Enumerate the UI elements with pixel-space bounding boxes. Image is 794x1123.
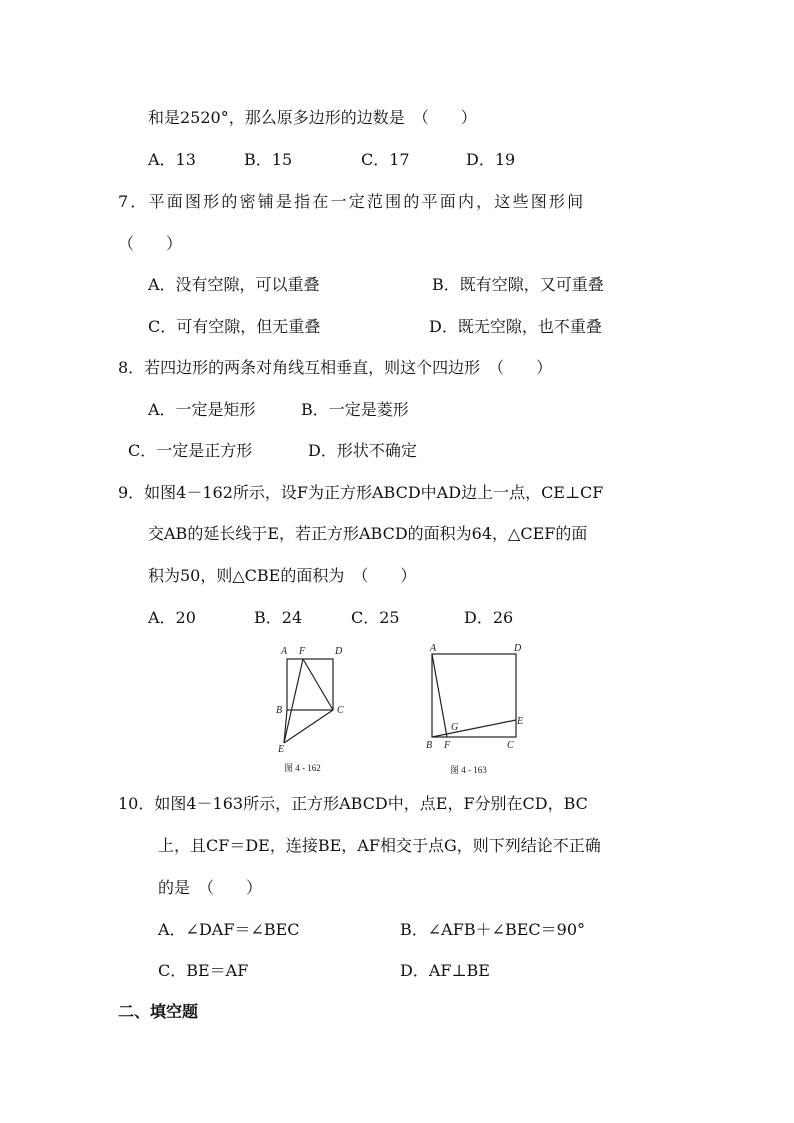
q10-option-a[interactable]: A．∠DAF＝∠BEC: [158, 920, 300, 939]
label-b: B: [426, 740, 433, 751]
label-f: F: [444, 740, 451, 751]
q9-option-b[interactable]: B．24: [254, 608, 303, 627]
label-d: D: [335, 646, 343, 657]
q8-options-row2: [128, 441, 417, 461]
q9-option-d[interactable]: D．26: [464, 608, 514, 627]
label-a: A: [430, 643, 437, 654]
q6-option-a[interactable]: A．13: [148, 150, 196, 169]
segment-fc: [303, 659, 333, 710]
square-abcd: [287, 659, 333, 710]
q10-stem-line3: 的是 （ ）: [158, 878, 263, 897]
label-c: C: [337, 705, 344, 716]
q9-stem-line1: 9．如图4－162所示，设F为正方形ABCD中AD边上一点，CE⊥CF: [118, 483, 604, 502]
q7-options-row1: [148, 275, 604, 295]
figure-4-162-caption: 图 4 - 162: [284, 763, 321, 773]
q10-option-c[interactable]: C．BE＝AF: [158, 961, 249, 980]
label-c: C: [507, 740, 514, 751]
q10-stem-line1: 10．如图4－163所示，正方形ABCD中，点E，F分别在CD，BC: [118, 794, 588, 813]
q8-option-d[interactable]: D．形状不确定: [308, 441, 417, 460]
q9-stem-line2: 交AB的延长线于E，若正方形ABCD的面积为64，△CEF的面: [148, 524, 588, 543]
q6-stem-line2: 和是2520°，那么原多边形的边数是 （ ）: [148, 108, 477, 127]
q10-options-row1: [158, 920, 585, 940]
figure-4-163: [420, 640, 532, 780]
q10-option-d[interactable]: D．AF⊥BE: [400, 961, 490, 980]
q7-option-a[interactable]: A．没有空隙，可以重叠: [148, 275, 320, 294]
q6-option-d[interactable]: D．19: [466, 150, 516, 169]
q7-stem: 7．平面图形的密铺是指在一定范围的平面内，这些图形间: [118, 192, 586, 211]
q10-options-row2: [158, 961, 490, 981]
q7-options-row2: [148, 317, 602, 337]
q9-options: [148, 608, 513, 628]
q8-options-row1: [148, 400, 409, 420]
q10-option-b[interactable]: B．∠AFB＋∠BEC＝90°: [400, 920, 586, 939]
q9-option-a[interactable]: A．20: [148, 608, 196, 627]
q8-option-a[interactable]: A．一定是矩形: [148, 400, 256, 419]
q9-stem-line3: 积为50，则△CBE的面积为 （ ）: [148, 566, 417, 585]
label-d: D: [514, 643, 522, 654]
q6-option-c[interactable]: C．17: [361, 150, 410, 169]
figure-4-162: [270, 640, 370, 780]
q7-option-d[interactable]: D．既无空隙，也不重叠: [429, 317, 602, 336]
q9-option-c[interactable]: C．25: [351, 608, 400, 627]
label-b: B: [276, 705, 283, 716]
q8-option-c[interactable]: C．一定是正方形: [128, 441, 253, 460]
label-e: E: [278, 744, 285, 755]
q7-option-b[interactable]: B．既有空隙，又可重叠: [432, 275, 604, 294]
segment-ce: [284, 710, 333, 743]
q8-option-b[interactable]: B．一定是菱形: [301, 400, 409, 419]
q10-stem-line2: 上，且CF＝DE，连接BE，AF相交于点G，则下列结论不正确: [158, 836, 601, 855]
label-a: A: [281, 646, 288, 657]
label-e: E: [517, 716, 524, 727]
segment-af: [432, 654, 447, 737]
label-g: G: [451, 722, 459, 733]
q7-option-c[interactable]: C．可有空隙，但无重叠: [148, 317, 321, 336]
q8-stem: 8．若四边形的两条对角线互相垂直，则这个四边形 （ ）: [118, 358, 553, 377]
q6-options: [148, 150, 515, 170]
label-f: F: [299, 646, 306, 657]
figure-4-163-caption: 图 4 - 163: [450, 765, 487, 775]
section-heading-fill-in: 二、填空题: [118, 1002, 199, 1021]
q7-paren: （ ）: [118, 234, 183, 253]
q6-option-b[interactable]: B．15: [244, 150, 293, 169]
